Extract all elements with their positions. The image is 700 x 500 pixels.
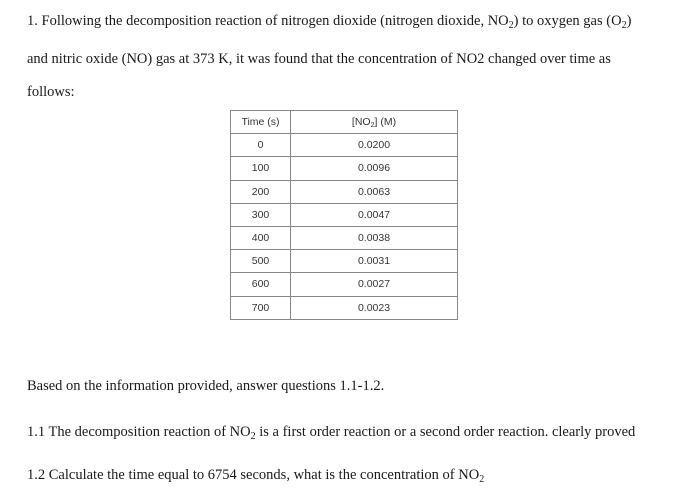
problem-statement-line-2: and nitric oxide (NO) gas at 373 K, it was found that the concentration of NO2 changed over time as [27, 51, 611, 67]
line1-text-b: ) to oxygen gas (O [513, 13, 622, 29]
time-cell: 300 [231, 203, 291, 226]
concentration-table-wrap [230, 110, 458, 320]
table-row [231, 203, 458, 226]
conc-cell: 0.0047 [291, 203, 458, 226]
time-cell: 400 [231, 226, 291, 249]
problem-statement-line-3: follows: [27, 84, 75, 100]
time-cell: 600 [231, 273, 291, 296]
table-row [231, 180, 458, 203]
line1-text-c: ) [626, 13, 632, 29]
table-row [231, 226, 458, 249]
table-header-row [231, 111, 458, 134]
table-row [231, 273, 458, 296]
conc-cell: 0.0031 [291, 250, 458, 273]
time-cell: 100 [231, 157, 291, 180]
line1-subscript-1: 2 [508, 20, 514, 31]
time-cell: 200 [231, 180, 291, 203]
conc-cell: 0.0027 [291, 273, 458, 296]
q2-subscript: 2 [479, 474, 485, 485]
header-conc-text-a: [NO [351, 116, 371, 129]
conc-cell: 0.0200 [291, 134, 458, 157]
conc-cell: 0.0023 [291, 296, 458, 319]
concentration-table [230, 110, 458, 320]
table-row [231, 296, 458, 319]
line1-subscript-2: 2 [621, 20, 627, 31]
conc-cell: 0.0063 [291, 180, 458, 203]
table-row [231, 157, 458, 180]
problem-statement-line-1 [27, 12, 631, 30]
header-time: Time (s) [231, 111, 291, 134]
line1-text-a: 1. Following the decomposition reaction of nitrogen dioxide (nitrogen dioxide, NO [27, 13, 509, 29]
header-conc-text-b: ] (M) [374, 116, 397, 129]
q1-subscript: 2 [250, 431, 256, 442]
q2-text-a: 1.2 Calculate the time equal to 6754 seconds, what is the concentration of NO [27, 467, 480, 483]
header-concentration [291, 111, 458, 134]
conc-cell: 0.0096 [291, 157, 458, 180]
q1-text-a: 1.1 The decomposition reaction of NO [27, 424, 251, 440]
time-cell: 700 [231, 296, 291, 319]
question-instruction: Based on the information provided, answer questions 1.1-1.2. [27, 378, 385, 394]
time-cell: 0 [231, 134, 291, 157]
question-1-1 [27, 423, 635, 441]
header-conc-subscript: 2 [370, 122, 375, 130]
table-row [231, 134, 458, 157]
question-1-2 [27, 466, 484, 484]
time-cell: 500 [231, 250, 291, 273]
q1-text-b: is a first order reaction or a second order reaction. clearly proved [255, 424, 636, 440]
conc-cell: 0.0038 [291, 226, 458, 249]
table-row [231, 250, 458, 273]
